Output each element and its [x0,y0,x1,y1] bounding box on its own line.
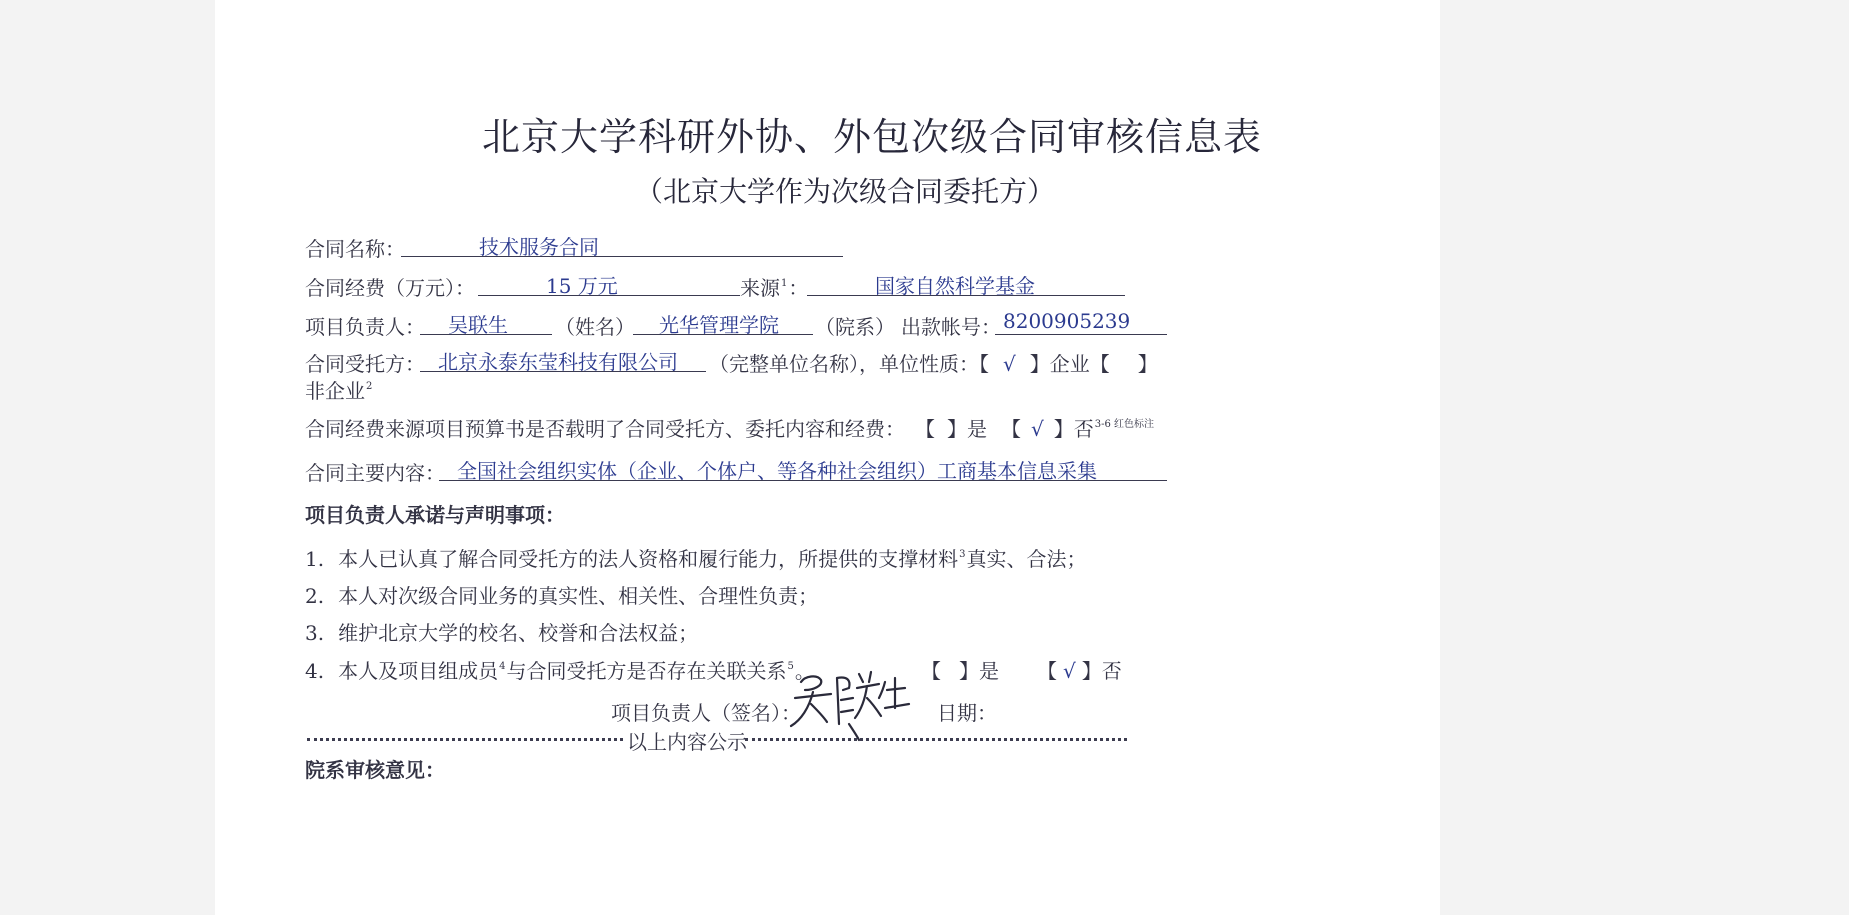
funding-field [478,271,740,296]
non-enterprise-option: 非企业$^2$ [305,379,373,403]
signature-label: 项目负责人（签名）： [611,701,801,725]
account-value: 8200905239 [1003,309,1131,333]
funding-source-field [807,271,1125,296]
commitment-item-3: 3. 维护北京大学的校名、校誉和合法权益； [305,621,699,645]
commitment-item-4: 4. 本人及项目组成员$^4$与合同受托方是否存在关联关系$^5$。 [305,659,815,683]
leader-label: 项目负责人： [305,315,425,339]
contract-name-field [401,232,843,257]
leader-dept-field [633,310,813,335]
public-notice-dots-right [745,738,1127,741]
content-value: 全国社会组织实体（企业、个体户、等各种社会组织）工商基本信息采集 [457,459,1097,483]
document-page [215,0,1440,915]
public-notice-label: 以上内容公示 [627,730,747,754]
contract-name-label: 合同名称： [305,237,405,261]
trustee-suffix: （完整单位名称），单位性质：【 √ 】企业【 】 [709,352,1158,376]
funding-label: 合同经费（万元）： [305,276,475,300]
budget-question: 合同经费来源项目预算书是否载明了合同受托方、委托内容和经费： [305,417,905,441]
content-field [439,456,1167,481]
trustee-value: 北京永泰东莹科技有限公司 [438,350,678,374]
leader-dept-value: 光华管理学院 [659,313,779,337]
trustee-label: 合同受托方： [305,352,425,376]
public-notice-dots-left [307,738,623,741]
funding-source-value: 国家自然科学基金 [875,274,1035,298]
trustee-field [420,347,706,372]
relation-options: 【 】是 【 √ 】否 [921,659,1122,683]
leader-name-value: 吴联生 [448,313,508,337]
funding-value: 15 万元 [546,274,618,298]
contract-name-value: 技术服务合同 [479,235,599,259]
footnote-4: 4 [499,661,506,672]
footnote-2: 2 [366,381,373,392]
budget-note: 3-6 红色标注 [1094,419,1155,430]
document-subtitle: （北京大学作为次级合同委托方） [635,175,1056,208]
commitment-item-1: 1. 本人已认真了解合同受托方的法人资格和履行能力，所提供的支撑材料$^3$真实、合法； [305,547,1087,571]
leader-dept-suffix: （院系） [815,315,895,339]
dept-review-heading: 院系审核意见： [305,758,445,782]
leader-name-suffix: （姓名） [555,315,635,339]
leader-name-field [420,310,552,335]
date-label: 日期： [937,701,997,725]
budget-no-checkmark: √ [1031,417,1044,441]
relation-no-checkmark: √ [1063,659,1076,683]
footnote-1: 1 [781,278,788,289]
footnote-5: 5 [787,661,794,672]
commitment-item-2: 2. 本人对次级合同业务的真实性、相关性、合理性负责； [305,584,819,608]
document-title: 北京大学科研外协、外包次级合同审核信息表 [482,115,1263,159]
account-field [995,310,1167,335]
footnote-3: 3 [959,549,966,560]
budget-options: 【 】是 【 √ 】否$^{3-6 红色标注}$ [915,417,1155,441]
account-label: 出款帐号： [901,315,1001,339]
funding-source-label: 来源$^1$： [740,276,809,300]
enterprise-checkmark: √ [1003,352,1016,376]
handwritten-signature [787,664,917,742]
content-label: 合同主要内容： [305,461,445,485]
commitments-heading: 项目负责人承诺与声明事项： [305,503,565,527]
